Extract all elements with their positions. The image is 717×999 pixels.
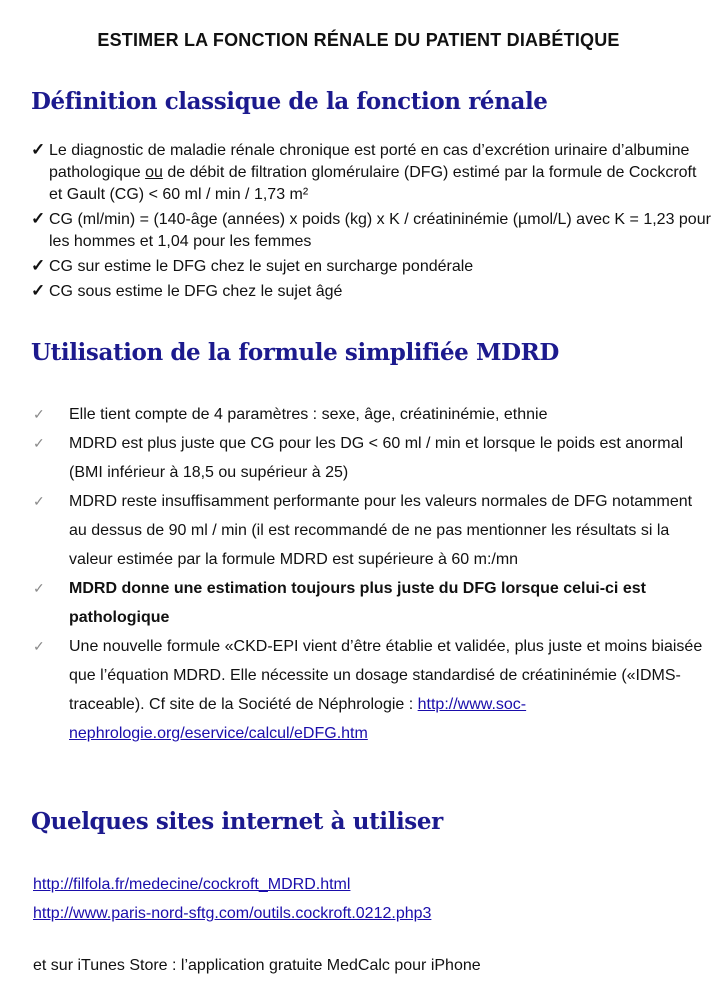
check-light-icon: ✓ [33,493,45,509]
section-heading-definition: Définition classique de la fonction rénale [31,88,548,115]
list-item: ✓ MDRD est plus juste que CG pour les DG < 60 ml / min et lorsque le poids est anormal (BMI inférieur à 18,5 ou supérieur à 25) [31,429,711,487]
section-heading-mdrd: Utilisation de la formule simplifiée MDRD [31,339,559,366]
section-heading-sites: Quelques sites internet à utiliser [31,808,443,835]
list-item: ✓ CG sur estime le DFG chez le sujet en surcharge pondérale [31,256,474,275]
check-icon: ✓ [31,209,46,228]
mdrd-list [31,400,711,748]
list-item: ✓ MDRD reste insuffisamment performante pour les valeurs normales de DFG notamment au dessus de 90 ml / min (il est recommandé de ne pas mentionner les résultats si la valeur estimée par la formule MDRD est supérieure à 60 m:/mn [31,487,711,574]
list-item: ✓ Elle tient compte de 4 paramètres : sexe, âge, créatininémie, ethnie [31,400,711,429]
soc-nephrologie-link[interactable]: http://www.soc-nephrologie.org/eservice/calcul/eDFG.htm [69,696,527,742]
list-item: ✓ MDRD donne une estimation toujours plus juste du DFG lorsque celui-ci est pathologique [31,574,711,632]
list-item: ✓ Le diagnostic de maladie rénale chronique est porté en cas d’excrétion urinaire d’albumine pathologique ou de débit de filtration glomérulaire (DFG) estimé par la formule de Cockcroft et Gault (CG) < 60 ml / min / 1,73 m² [31,140,697,203]
list-item: ✓ CG sous estime le DFG chez le sujet âgé [31,281,343,300]
check-icon: ✓ [31,281,46,300]
definition-list [31,140,711,306]
filfola-link[interactable]: http://filfola.fr/medecine/cockroft_MDRD.html [33,876,351,893]
check-light-icon: ✓ [33,435,45,451]
check-light-icon: ✓ [33,638,45,654]
website-links [33,870,431,928]
list-item: ✓ Une nouvelle formule «CKD-EPI vient d’être établie et validée, plus juste et moins biaisée que l’équation MDRD. Elle nécessite un dosage standardisé de créatininémie («IDMS-traceable). Cf site de la Société de Néphrologie : http://www.soc-nephrologie.org/eservice/calcul/eDFG.htm [31,632,711,748]
check-icon: ✓ [31,256,46,275]
check-light-icon: ✓ [33,580,45,596]
check-icon: ✓ [31,140,46,159]
paris-nord-sftg-link[interactable]: http://www.paris-nord-sftg.com/outils.cockroft.0212.php3 [33,905,432,922]
check-light-icon: ✓ [33,406,45,422]
list-item: ✓ CG (ml/min) = (140-âge (années) x poids (kg) x K / créatininémie (µmol/L) avec K = 1,23 pour les hommes et 1,04 pour les femmes [31,209,711,250]
document-title: ESTIMER LA FONCTION RÉNALE DU PATIENT DIABÉTIQUE [97,30,620,50]
footer-note: et sur iTunes Store : l’application gratuite MedCalc pour iPhone [33,957,481,974]
